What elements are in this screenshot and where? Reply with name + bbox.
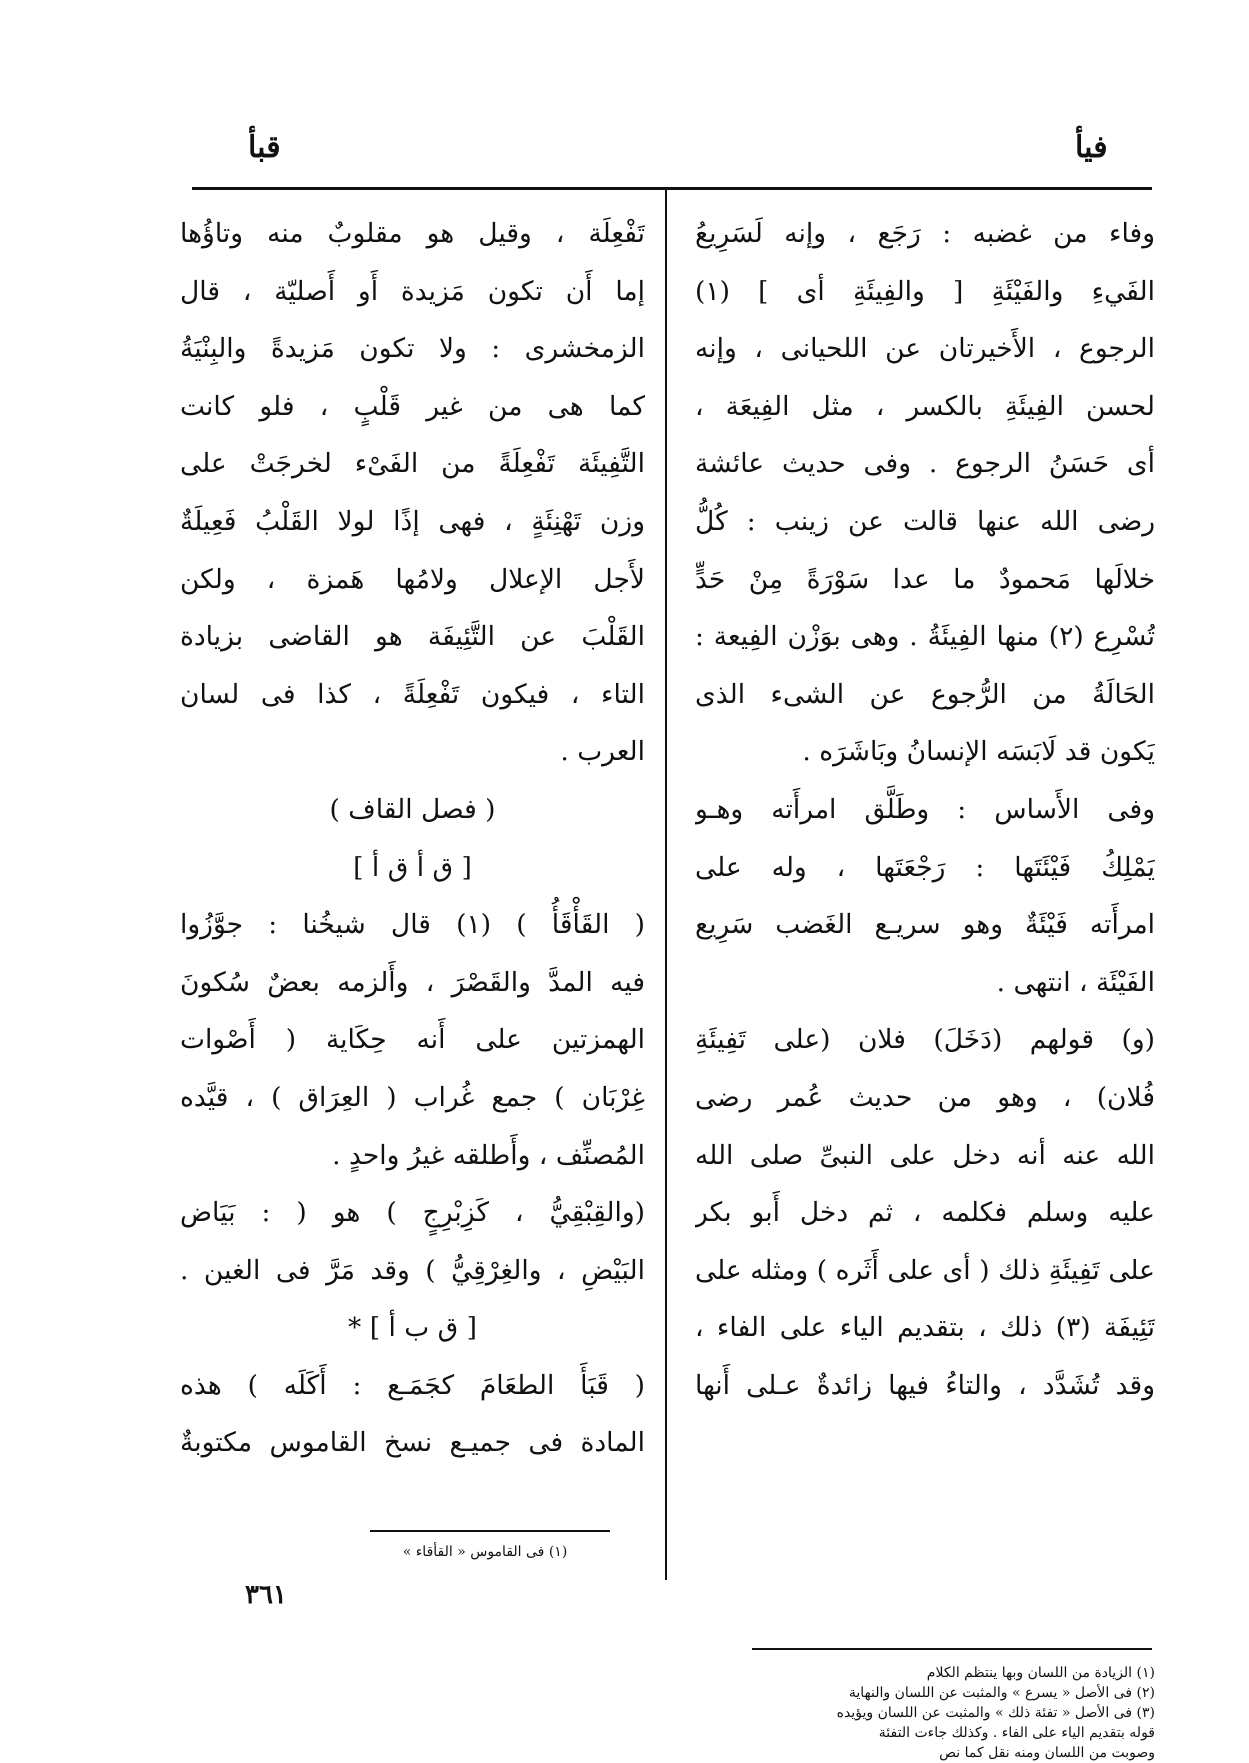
header-rule bbox=[192, 187, 1152, 190]
text-line: العرب . bbox=[560, 736, 645, 768]
footnote-line: (٣) فى الأصل « تفئة ذلك » والمثبت عن اللسان ويؤيده bbox=[836, 1705, 1155, 1721]
text-line: كما هى من غير قَلْبٍ ، فلو كانت bbox=[180, 390, 645, 422]
footnote-line: (٢) فى الأصل « يسرع » والمثبت عن اللسان والنهاية bbox=[848, 1685, 1155, 1701]
text-line: لأَجل الإعلال ولامُها هَمزة ، ولكن bbox=[180, 563, 645, 595]
text-line: وقد تُشَدَّد ، والتاءُ فيها زائدةٌ عـلى أَنها bbox=[695, 1369, 1155, 1401]
text-line: الحَالَةُ من الرُّجوع عن الشىء الذى bbox=[695, 678, 1155, 710]
text-line: على تَفِيئَةِ ذلك ( أى على أَثَره ) ومثله على bbox=[695, 1254, 1155, 1286]
column-divider bbox=[665, 190, 667, 1580]
text-line: المُصنِّف ، وأَطلقه غيرُ واحدٍ . bbox=[332, 1139, 645, 1171]
text-line: وفى الأَساس : وطَلَّق امرأَته وهـو bbox=[695, 793, 1155, 825]
text-line: لحسن الفِيئَةِ بالكسر ، مثل الفِيعَة ، bbox=[695, 390, 1155, 422]
text-line: المادة فى جميـع نسخ القاموس مكتوبةٌ bbox=[180, 1427, 645, 1459]
page-number: ٣٦١ bbox=[245, 1580, 287, 1610]
text-line: الزمخشرى : ولا تكون مَزيدةً والبِنْيَةُ bbox=[180, 333, 645, 365]
text-line: عليه وسلم فكلمه ، ثم دخل أَبو بكر bbox=[695, 1197, 1155, 1229]
text-line: الرجوع ، الأَخيرتان عن اللحيانى ، وإنه bbox=[695, 333, 1155, 365]
footnote-line: وصوبت من اللسان ومنه نقل كما نص bbox=[939, 1745, 1155, 1761]
text-line: القَلْبَ عن التَّئِيفَة هو القاضى بزيادة bbox=[180, 621, 645, 653]
text-line: يَكون قد لَابَسَه الإنسانُ وبَاشَرَه . bbox=[802, 736, 1155, 768]
text-line: وفاء من غضبه : رَجَع ، وإنه لَسَرِيعُ bbox=[695, 218, 1155, 249]
text-line: التاء ، فيكون تَفْعِلَةً ، كذا فى لسان bbox=[180, 678, 645, 710]
text-line: فيه المدَّ والقَصْرَ ، وأَلزمه بعضٌ سُكونَ bbox=[180, 966, 645, 998]
section-heading: ( فصل القاف ) bbox=[329, 793, 496, 825]
text-line: تَئِيفَة (٣) ذلك ، بتقديم الياء على الفاء ، bbox=[695, 1312, 1155, 1344]
running-head-left: قبأ bbox=[248, 130, 281, 165]
text-line: (والقِبْقِيُّ ، كَزِبْرِجٍ ) هو ( : بَيَاض bbox=[180, 1197, 645, 1229]
text-line: تُسْرِع (٢) منها الفِيئَةُ . وهى بوَزْن الفِيعة : bbox=[695, 621, 1155, 653]
text-line: الله عنه أنه دخل على النبىِّ صلى الله bbox=[695, 1139, 1155, 1171]
text-line: غِرْبَان ) جمع غُراب ( العِرَاق ) ، قيَّده bbox=[180, 1081, 645, 1113]
running-head-right: فيأ bbox=[1075, 130, 1108, 165]
text-line: وزن تَهْنِئَةٍ ، فهى إذًا لولا القَلْبُ فَعِيلَةٌ bbox=[180, 505, 645, 537]
text-line: الفَيْئَة ، انتهى . bbox=[996, 966, 1155, 998]
text-line: ( القَأْقَأُ ) (١) قال شيخُنا : جوَّزُوا bbox=[180, 909, 645, 941]
right-column bbox=[695, 205, 1155, 1414]
text-line: (و) قولهم (دَخَلَ) فلان (على تَفِيئَةِ bbox=[695, 1024, 1155, 1056]
root-heading: [ ق أ ق أ ] bbox=[353, 851, 472, 883]
text-line: امرأَته فَيْئَةٌ وهو سريـع الغَضب سَرِيع bbox=[695, 909, 1155, 941]
text-line: رضى الله عنها قالت عن زينب : كُلُّ bbox=[695, 505, 1155, 537]
text-line: الهمزتين على أَنه حِكَاية ( أَصْوات bbox=[180, 1024, 645, 1056]
footnote-rule-left bbox=[370, 1530, 610, 1532]
left-column bbox=[180, 205, 645, 1472]
text-line: ( قَبَأَ الطعَامَ كجَمَـع : أَكَلَه ) هذه bbox=[180, 1369, 645, 1401]
text-line: يَمْلِكُ فَيْئَتَها : رَجْعَتَها ، وله على bbox=[695, 851, 1155, 883]
text-line: أى حَسَنُ الرجوع . وفى حديث عائشة bbox=[695, 448, 1155, 480]
text-line: البَيْضِ ، والغِرْقِيُّ ) وقد مَرَّ فى الغين . bbox=[180, 1254, 645, 1286]
root-heading: [ ق ب أ ] * bbox=[348, 1312, 477, 1344]
footnote-rule-right bbox=[752, 1648, 1152, 1650]
footnotes-left bbox=[360, 1542, 610, 1562]
footnote-line: (١) فى القاموس « القأقاء » bbox=[402, 1544, 568, 1560]
text-line: التَّفِيئَة تَفْعِلَةً من الفَىْء لخرجَتْ على bbox=[180, 448, 645, 480]
text-line: خلالَها مَحمودٌ ما عدا سَوْرَةً مِنْ حَدٍّ bbox=[695, 563, 1155, 595]
footnote-line: (١) الزيادة من اللسان وبها ينتظم الكلام bbox=[926, 1665, 1155, 1681]
footnotes-right bbox=[725, 1663, 1155, 1763]
text-line: الفَيءِ والفَيْئَةِ [ والفِيئَةِ أى ] (١) bbox=[695, 275, 1155, 307]
text-line: تَفْعِلَة ، وقيل هو مقلوبٌ منه وتاؤُها bbox=[180, 218, 645, 249]
text-line: إما أَن تكون مَزيدة أَو أَصليّة ، قال bbox=[180, 275, 645, 307]
footnote-line: قوله بتقديم الياء على الفاء . وكذلك جاءت التفئة bbox=[878, 1725, 1155, 1741]
text-line: فُلان) ، وهو من حديث عُمر رضى bbox=[695, 1081, 1155, 1113]
